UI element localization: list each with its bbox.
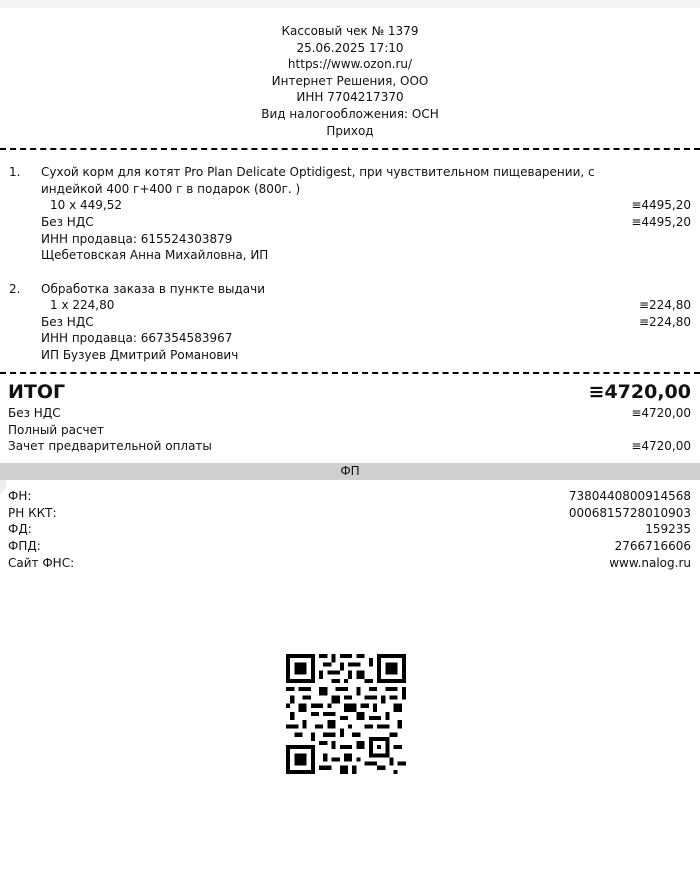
- receipt-header: [0, 23, 700, 139]
- item-seller-inn: ИНН продавца: 667354583967: [41, 331, 233, 345]
- item-seller-name: ИП Бузуев Дмитрий Романович: [41, 348, 239, 362]
- fiscal-value: 159235: [645, 522, 691, 536]
- item-seller-inn: ИНН продавца: 615524303879: [41, 232, 233, 246]
- item-vat-label: Без НДС: [41, 315, 94, 329]
- company-name: Интернет Решения, ООО: [271, 73, 429, 88]
- fiscal-value: 7380440800914568: [568, 489, 691, 503]
- item-sum: ≡4495,20: [631, 198, 691, 212]
- fiscal-label: РН ККТ:: [8, 506, 57, 520]
- item-number: 1.: [9, 165, 21, 179]
- top-bar: [0, 0, 700, 8]
- total-label: ИТОГ: [8, 381, 66, 403]
- item-qty-price: 10 x 449,52: [50, 198, 122, 212]
- total-value: ≡4720,00: [588, 381, 691, 403]
- item-number: 2.: [9, 282, 21, 296]
- fiscal-label: ФПД:: [8, 539, 41, 553]
- item-vat-sum: ≡224,80: [638, 315, 691, 329]
- item-name: Сухой корм для котят Pro Plan Delicate Optidigest, при чувствительном пищеварении, с индейкой 400 г+400 г в подарок (800г. ): [41, 165, 595, 196]
- total-vat-label: Без НДС: [8, 406, 61, 420]
- company-inn: ИНН 7704217370: [296, 90, 404, 105]
- fiscal-label: ФН:: [8, 489, 32, 503]
- item-name: Обработка заказа в пункте выдачи: [41, 282, 266, 296]
- fiscal-value: 0006815728010903: [568, 506, 691, 520]
- fp-section-header: ФП: [0, 463, 700, 480]
- item-qty-price: 1 x 224,80: [50, 298, 115, 312]
- item-vat-label: Без НДС: [41, 215, 94, 229]
- prepayment-value: ≡4720,00: [631, 439, 691, 453]
- tax-system: Вид налогообложения: ОСН: [261, 106, 439, 121]
- prepayment-label: Зачет предварительной оплаты: [8, 439, 212, 453]
- divider: [0, 148, 700, 150]
- fiscal-value: 2766716606: [614, 539, 691, 553]
- fiscal-value[interactable]: www.nalog.ru: [609, 556, 691, 570]
- operation-type: Приход: [326, 123, 374, 138]
- item-sum: ≡224,80: [638, 298, 691, 312]
- item-vat-sum: ≡4495,20: [631, 215, 691, 229]
- payment-type: Полный расчет: [8, 423, 104, 437]
- receipt-site[interactable]: https://www.ozon.ru/: [287, 57, 413, 72]
- fiscal-label: Сайт ФНС:: [8, 556, 75, 570]
- qr-code-icon[interactable]: [286, 654, 406, 774]
- fiscal-label: ФД:: [8, 522, 32, 536]
- item-seller-name: Щебетовская Анна Михайловна, ИП: [41, 248, 269, 262]
- total-row: [0, 381, 700, 405]
- divider: [0, 372, 700, 374]
- receipt-datetime: 25.06.2025 17:10: [296, 40, 404, 55]
- receipt-title: Кассовый чек № 1379: [281, 24, 419, 38]
- total-vat-value: ≡4720,00: [631, 406, 691, 420]
